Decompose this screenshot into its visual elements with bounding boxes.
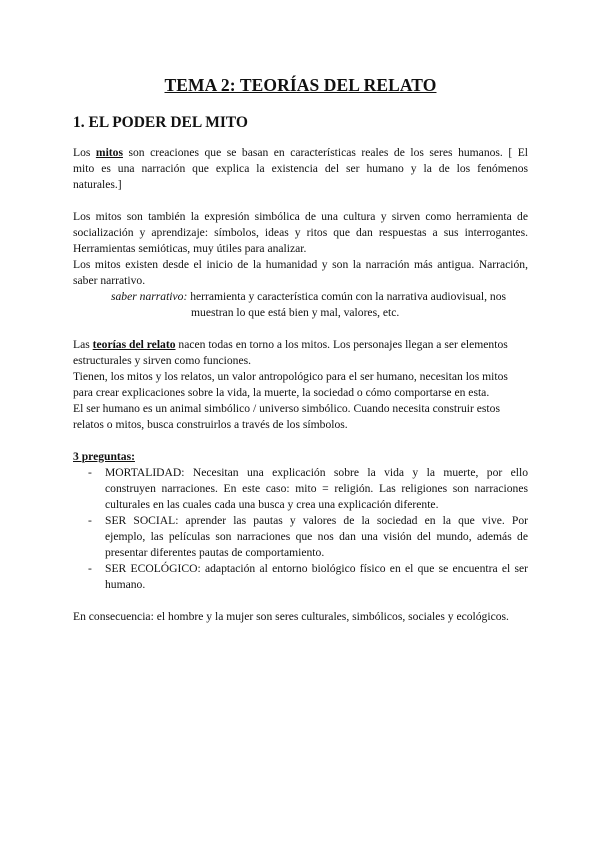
text-line: humano.	[105, 578, 146, 591]
text-line: para crear explicaciones sobre la vida, la muerte, la sociedad o cómo comportarse en esta.	[73, 386, 490, 399]
question-item-ser-social	[73, 513, 528, 561]
text-line: ejemplo, las películas son narraciones que nos dan una visión del mundo, además de	[105, 530, 528, 543]
text-line: saber narrativo.	[73, 274, 146, 287]
text-line: El ser humano es un animal simbólico / universo simbólico. Cuando necesita construir estos	[73, 402, 500, 415]
definition-term: saber narrativo:	[111, 290, 188, 303]
document-title: TEMA 2: TEORÍAS DEL RELATO	[164, 75, 437, 95]
list-dash: -	[88, 466, 92, 479]
text-line: Los mitos son también la expresión simbólica de una cultura y sirven como herramienta de	[73, 210, 528, 223]
text-line: En consecuencia: el hombre y la mujer son seres culturales, simbólicos, sociales y ecológicos.	[73, 610, 509, 623]
text-fragment: son creaciones que se basan en características reales de los seres humanos. [ El	[122, 146, 528, 159]
question-item-mortalidad	[73, 465, 528, 513]
paragraph-mitos	[73, 145, 528, 193]
list-dash: -	[88, 514, 92, 527]
text-line: Los mitos existen desde el inicio de la humanidad y son la narración más antigua. Narración,	[73, 258, 528, 271]
definition-line: muestran lo que está bien y mal, valores, etc.	[191, 306, 400, 319]
bold-term-teorias: teorías del relato	[92, 338, 176, 351]
questions-block	[73, 449, 528, 593]
question-item-ser-ecologico	[73, 561, 528, 593]
text-line: relatos o mitos, busca construirlos a través de los símbolos.	[73, 418, 348, 431]
definition-text: herramienta y característica común con la narrativa audiovisual, nos	[187, 290, 507, 303]
text-line	[73, 145, 528, 161]
text-line: Herramientas semióticas, muy útiles para analizar.	[73, 242, 307, 255]
text-line: mito es una narración que explica la existencia del ser humano y la de los fenómenos	[73, 162, 528, 175]
text-fragment: Los	[73, 146, 96, 159]
text-line: Tienen, los mitos y los relatos, un valor antropológico para el ser humano, necesitan los mitos	[73, 370, 508, 383]
text-line: MORTALIDAD: Necesitan una explicación sobre la vida y la muerte, por ello	[105, 466, 528, 479]
paragraph-expresion-simbolica	[73, 209, 528, 321]
text-line: naturales.]	[73, 178, 122, 191]
text-line: SER SOCIAL: aprender las pautas y valores de la sociedad en la que vive. Por	[105, 514, 528, 527]
text-line: socialización y aprendizaje: símbolos, ideas y ritos que dan respuestas a sus interrogantes.	[73, 226, 528, 239]
section-heading: 1. EL PODER DEL MITO	[73, 114, 248, 131]
definition-line	[73, 289, 528, 305]
text-line: construyen narraciones. En este caso: mito = religión. Las religiones son narraciones	[105, 482, 528, 495]
text-line: SER ECOLÓGICO: adaptación al entorno biológico físico en el que se encuentra el ser	[105, 562, 528, 575]
text-fragment: Las	[73, 338, 93, 351]
text-line	[73, 337, 528, 353]
text-fragment: nacen todas en torno a los mitos. Los personajes llegan a ser elementos	[175, 338, 508, 351]
text-line: presentar diferentes pautas de comportamiento.	[105, 546, 325, 559]
questions-heading: 3 preguntas:	[73, 450, 135, 463]
paragraph-teorias	[73, 337, 528, 433]
list-dash: -	[88, 562, 92, 575]
paragraph-conclusion	[73, 609, 528, 625]
text-line: culturales en las cuales cada una busca y crea una explicación diferente.	[105, 498, 439, 511]
questions-list	[73, 465, 528, 593]
bold-term-mitos: mitos	[95, 146, 123, 159]
text-line: estructurales y sirven como funciones.	[73, 354, 252, 367]
